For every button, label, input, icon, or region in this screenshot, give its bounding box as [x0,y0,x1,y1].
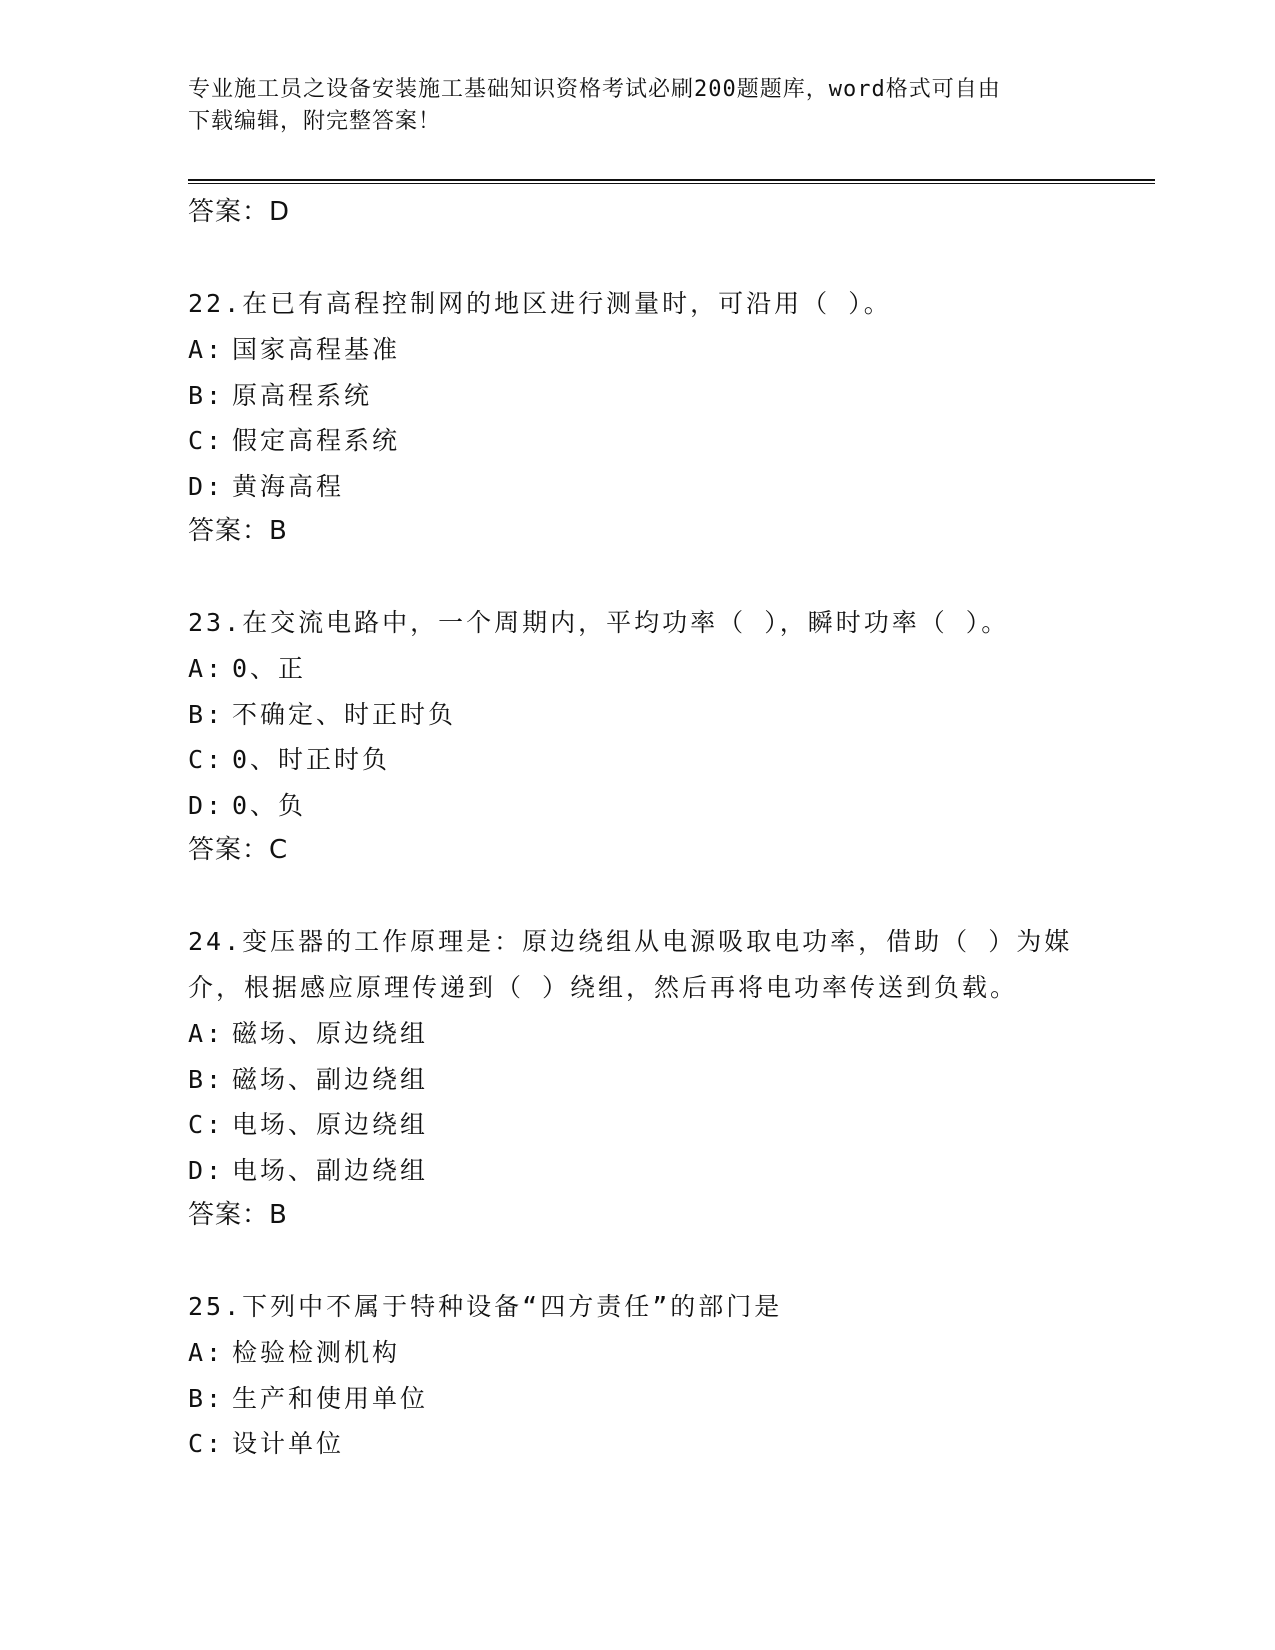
option-a: A: 磁场、原边绕组 [188,1019,429,1048]
option-a: A: 检验检测机构 [188,1338,401,1367]
page-header [188,74,1068,138]
option-a: A: 0、正 [188,654,307,683]
question-list [188,190,1088,1467]
option-c: C: 假定高程系统 [188,426,401,455]
answer-line: 答案：C [188,835,289,865]
header-divider-thick [188,179,1155,181]
option-c: C: 电场、原边绕组 [188,1110,429,1139]
header-line-2: 下载编辑，附完整答案！ [188,109,442,134]
option-c: C: 设计单位 [188,1429,345,1458]
question-22 [188,281,1088,554]
option-d: D: 电场、副边绕组 [188,1155,429,1185]
previous-answer: 答案：D [188,197,291,227]
question-24 [188,919,1088,1238]
option-d: D: 0、负 [188,790,307,820]
question-stem: 25.下列中不属于特种设备“四方责任”的部门是 [188,1292,783,1321]
question-23 [188,600,1088,873]
spacer [188,1238,1088,1284]
question-25 [188,1284,1088,1467]
spacer [188,554,1088,600]
answer-line: 答案：B [188,1200,288,1230]
option-b: B: 生产和使用单位 [188,1383,429,1413]
question-stem: 22.在已有高程控制网的地区进行测量时，可沿用（ ）。 [188,289,892,318]
option-b: B: 不确定、时正时负 [188,699,457,729]
option-b: B: 原高程系统 [188,380,373,410]
spacer [188,873,1088,919]
question-stem: 24.变压器的工作原理是：原边绕组从电源吸取电功率，借助（ ）为媒介，根据感应原理传递到（ ）绕组，然后再将电功率传送到负载。 [188,927,1073,1002]
header-divider-thin [188,183,1155,184]
option-c: C: 0、时正时负 [188,745,391,774]
answer-line: 答案：B [188,516,288,546]
option-a: A: 国家高程基准 [188,335,401,364]
option-d: D: 黄海高程 [188,471,345,501]
spacer [188,235,1088,281]
question-stem: 23.在交流电路中，一个周期内，平均功率（ ），瞬时功率（ ）。 [188,608,1010,637]
header-line-1: 专业施工员之设备安装施工基础知识资格考试必刷200题题库，word格式可自由 [188,77,1001,102]
option-b: B: 磁场、副边绕组 [188,1064,429,1094]
